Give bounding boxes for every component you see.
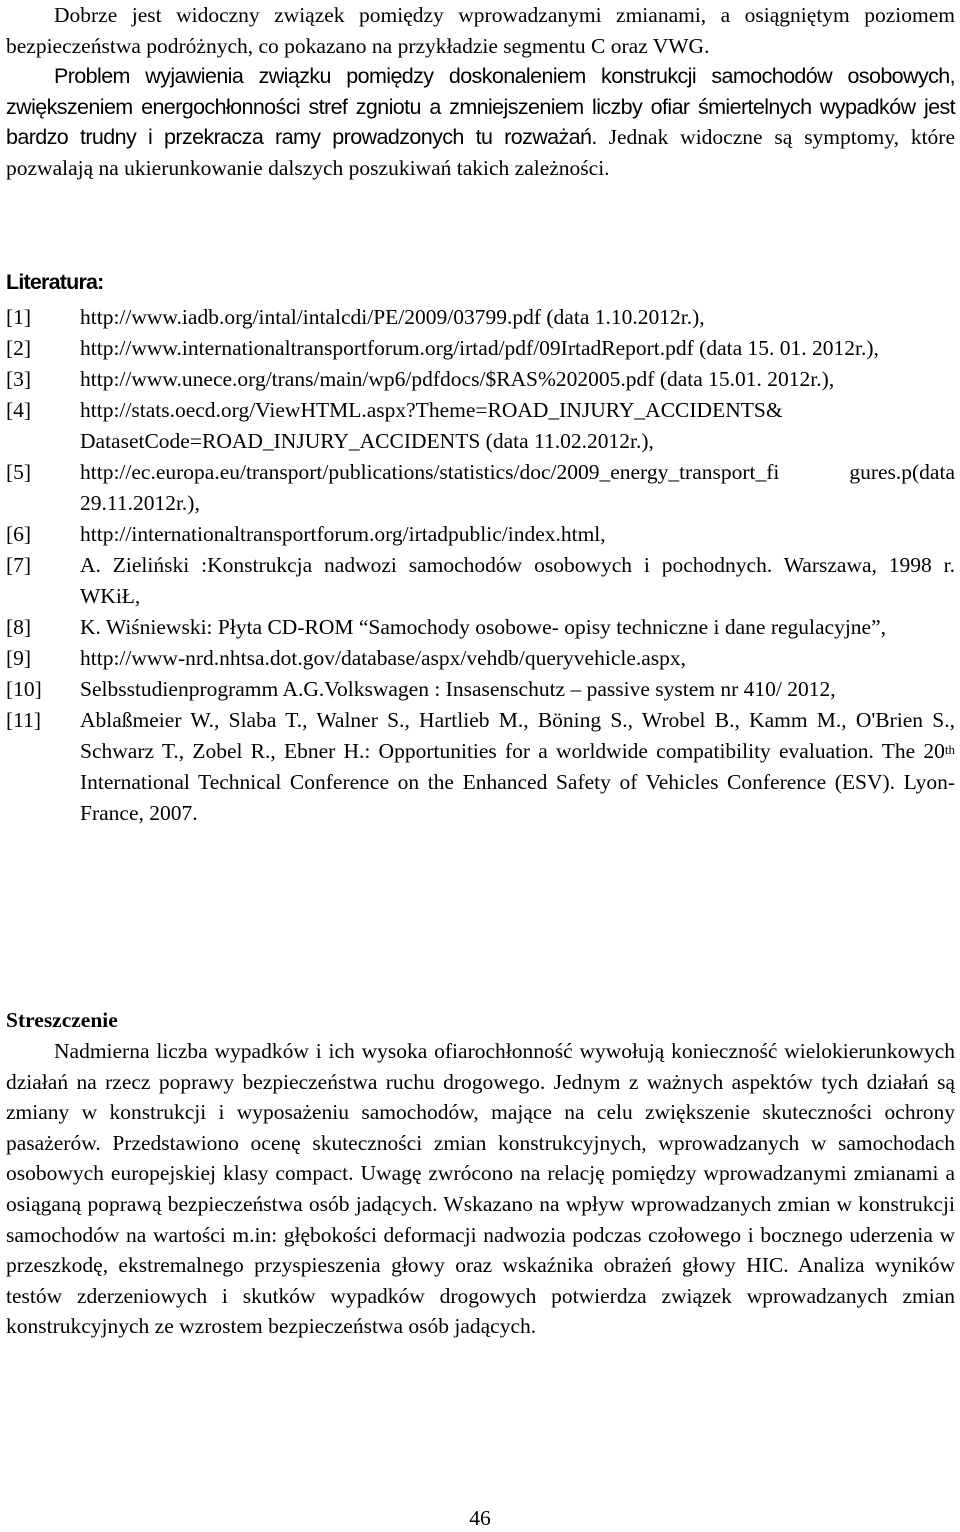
- reference-number: [2]: [6, 336, 32, 360]
- reference-number: [6]: [6, 522, 32, 546]
- intro-paragraph-1: Dobrze jest widoczny związek pomiędzy wprowadzanymi zmianami, a osiągniętym poziomem bezpieczeństwa podróżnych, co pokazano na przykładzie segmentu C oraz VWG.: [6, 3, 955, 58]
- literature-heading: Literatura:: [6, 270, 104, 294]
- abstract-heading: Streszczenie: [6, 1008, 118, 1032]
- reference-item: [6, 333, 955, 364]
- page-number: 46: [469, 1506, 491, 1530]
- reference-item: [6, 395, 955, 457]
- reference-text: http://www.unece.org/trans/main/wp6/pdfdocs/$RAS%202005.pdf (data 15.01. 2012r.),: [80, 367, 835, 391]
- reference-number: [1]: [6, 305, 32, 329]
- reference-number: [7]: [6, 553, 32, 577]
- reference-text: A. Zieliński :Konstrukcja nadwozi samochodów osobowych i pochodnych. Warszawa, 1998 r. WKiŁ,: [80, 553, 955, 608]
- reference-item: [6, 550, 955, 612]
- reference-item: [6, 302, 955, 333]
- intro-paragraph-2-part-b: Jednak widoczne są symptomy, które pozwalają na ukierunkowanie dalszych poszukiwań takich zależności.: [6, 125, 955, 180]
- reference-list: [6, 302, 955, 829]
- reference-text: http://stats.oecd.org/ViewHTML.aspx?Theme=ROAD_INJURY_ACCIDENTS& DatasetCode=ROAD_INJURY_ACCIDENTS (data 11.02.2012r.),: [80, 398, 783, 453]
- reference-item: [6, 457, 955, 519]
- reference-item: [6, 643, 955, 674]
- reference-text: K. Wiśniewski: Płyta CD-ROM “Samochody osobowe- opisy techniczne i dane regulacyjne”,: [80, 615, 887, 639]
- reference-item: [6, 705, 955, 829]
- abstract-paragraph: Nadmierna liczba wypadków i ich wysoka ofiarochłonność wywołują konieczność wielokierunkowych działań na rzecz poprawy bezpieczeństwa ruchu drogowego. Jednym z ważnych aspektów tych działań są zmiany w konstrukcji i wyposażeniu samochodów, mające na celu zwiększenie skuteczności ochrony pasażerów. Przedstawiono ocenę skuteczności zmian konstrukcyjnych, wprowadzanych w samochodach osobowych europejskiej klasy compact. Uwagę zwrócono na relację pomiędzy wprowadzanymi zmianami a osiąganą poprawą bezpieczeństwa osób jadących. Wskazano na wpływ wprowadzanych zmian w konstrukcji samochodów na wartości m.in: głębokości deformacji nadwozia podczas czołowego i bocznego uderzenia w przeszkodę, ekstremalnego przyspieszenia głowy oraz wskaźnika obrażeń głowy HIC. Analiza wyników testów zderzeniowych i skutków wypadków drogowych potwierdza związek wprowadzanych zmian konstrukcyjnych ze wzrostem bezpieczeństwa osób jadących.: [6, 1039, 955, 1339]
- reference-number: [9]: [6, 646, 32, 670]
- reference-text: Selbsstudienprogramm A.G.Volkswagen : Insasenschutz – passive system nr 410/ 2012,: [80, 677, 836, 701]
- reference-text: http://www.internationaltransportforum.org/irtad/pdf/09IrtadReport.pdf (data 15. 01. 2012r.),: [80, 336, 879, 360]
- reference-item: [6, 364, 955, 395]
- reference-number: [8]: [6, 615, 32, 639]
- reference-superscript: th: [944, 742, 955, 757]
- reference-item: [6, 674, 955, 705]
- reference-text: http://www.iadb.org/intal/intalcdi/PE/2009/03799.pdf (data 1.10.2012r.),: [80, 305, 705, 329]
- abstract-section: [6, 1036, 955, 1342]
- reference-number: [5]: [6, 460, 32, 484]
- intro-section: [6, 0, 955, 184]
- reference-text: http://internationaltransportforum.org/irtadpublic/index.html,: [80, 522, 606, 546]
- reference-text-continued: International Technical Conference on the Enhanced Safety of Vehicles Conference (ESV). Lyon-France, 2007.: [80, 770, 955, 825]
- reference-number: [4]: [6, 398, 32, 422]
- reference-text: Ablaßmeier W., Slaba T., Walner S., Hartlieb M., Böning S., Wrobel B., Kamm M., O'Brien S., Schwarz T., Zobel R., Ebner H.: Opportunities for a worldwide compatibility evaluation. The 20: [80, 708, 955, 763]
- reference-number: [10]: [6, 677, 42, 701]
- reference-item: [6, 519, 955, 550]
- reference-text: http://www-nrd.nhtsa.dot.gov/database/aspx/vehdb/queryvehicle.aspx,: [80, 646, 687, 670]
- reference-number: [3]: [6, 367, 32, 391]
- reference-number: [11]: [6, 708, 42, 732]
- reference-item: [6, 612, 955, 643]
- reference-text: http://ec.europa.eu/transport/publications/statistics/doc/2009_energy_transport_fi gures.p(data 29.11.2012r.),: [80, 460, 955, 515]
- intro-paragraph-2-part-a: Problem wyjawienia związku pomiędzy doskonaleniem konstrukcji samochodów osobowych, zwiększeniem energochłonności stref zgniotu a zmniejszeniem liczby ofiar śmiertelnych wypadków jest bardzo trudny i przekracza ramy prowadzonych tu rozważań.: [6, 64, 955, 150]
- intro-paragraph-2: [6, 61, 955, 183]
